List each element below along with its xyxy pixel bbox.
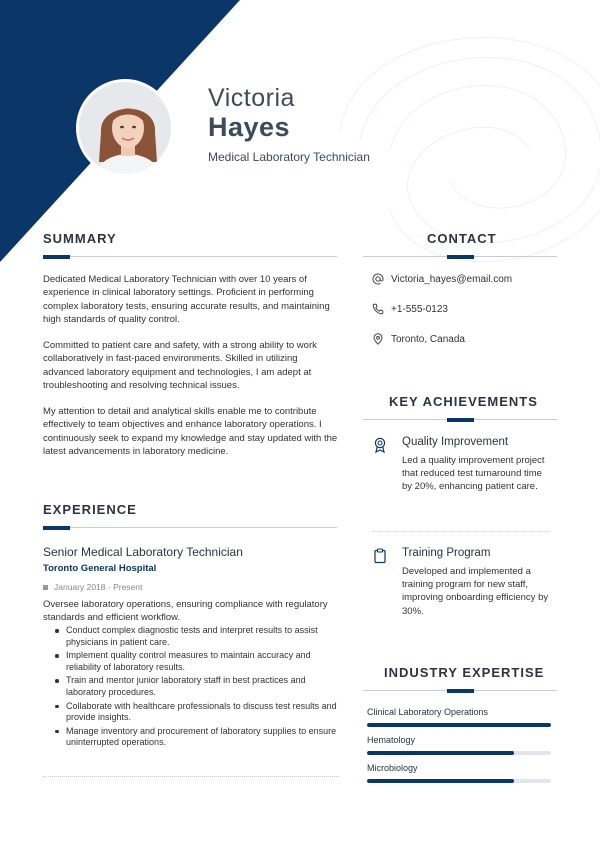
award-ribbon-icon — [373, 437, 387, 453]
skill-label: Hematology — [367, 735, 416, 745]
job-company: Toronto General Hospital — [43, 563, 157, 574]
profile-photo — [76, 79, 174, 177]
job-bullet: Manage inventory and procurement of laboratory supplies to ensure uninterrupted operations. — [54, 726, 340, 749]
contact-email[interactable] — [372, 273, 512, 285]
contact-heading: CONTACT — [427, 231, 497, 246]
at-sign-icon — [372, 273, 384, 285]
calendar-icon — [43, 585, 48, 590]
experience-divider — [43, 527, 337, 528]
skill-bar-fill — [367, 779, 514, 783]
summary-paragraph-2: Committed to patient care and safety, with a strong ability to work collaboratively in fast-paced environments. Skilled in utilizing advanced laboratory equipment and technologies, I am adept at troubleshooting and resolving technical issues. — [43, 340, 317, 392]
summary-divider — [43, 256, 337, 257]
contact-location — [372, 333, 465, 345]
contact-email-text: Victoria_hayes@email.com — [391, 273, 513, 285]
achievement-title: Quality Improvement — [402, 436, 509, 448]
summary-paragraph-3: My attention to detail and analytical skills enable me to contribute effectively to team objectives and enhance laboratory operations. I continuously seek to expand my knowledge and stay updated with the latest advancements in laboratory medicine. — [43, 406, 338, 458]
skill-bar — [367, 751, 551, 755]
skill-label: Clinical Laboratory Operations — [367, 707, 489, 717]
achievement-description: Developed and implemented a training program for new staff, improving onboarding efficiency by 30%. — [402, 566, 549, 617]
contact-phone[interactable] — [372, 303, 448, 315]
skill-bar — [367, 779, 551, 783]
contact-phone-text: +1-555-0123 — [391, 303, 448, 315]
avatar-icon — [79, 82, 174, 177]
summary-heading: SUMMARY — [43, 231, 117, 246]
job-description: Oversee laboratory operations, ensuring compliance with regulatory standards and efficient workflow. — [43, 599, 328, 623]
job-dates — [43, 582, 142, 592]
expertise-heading: INDUSTRY EXPERTISE — [384, 665, 545, 680]
skill-label: Microbiology — [367, 763, 418, 773]
job-bullet-list — [54, 625, 340, 751]
skill-bar-fill — [367, 723, 551, 727]
job-bullet: Collaborate with healthcare professionals to discuss test results and provide insights. — [54, 701, 340, 724]
achievement-title: Training Program — [402, 547, 491, 559]
job-title: Medical Laboratory Technician — [208, 150, 370, 164]
summary-accent-tab — [43, 255, 70, 259]
first-name: Victoria — [208, 84, 295, 112]
contact-accent-tab — [447, 255, 474, 259]
skill-bar — [367, 723, 551, 727]
phone-icon — [372, 303, 384, 315]
clipboard-icon — [373, 548, 387, 564]
skill-bar-fill — [367, 751, 514, 755]
achievement-description: Led a quality improvement project that reduced test turnaround time by 20%, enhancing patient care. — [402, 455, 545, 493]
last-name: Hayes — [208, 112, 291, 142]
contact-location-text: Toronto, Canada — [391, 333, 465, 345]
job-bullet: Conduct complex diagnostic tests and interpret results to assist physicians in patient care. — [54, 625, 340, 648]
experience-end-divider — [43, 776, 339, 777]
summary-paragraph-1: Dedicated Medical Laboratory Technician with over 10 years of experience in clinical laboratory settings. Proficient in performing complex laboratory tests, ensuring accurate results, and maintaining high standards of quality control. — [43, 274, 330, 326]
experience-accent-tab — [43, 526, 70, 530]
job-bullet: Implement quality control measures to maintain accuracy and reliability of laboratory results. — [54, 650, 340, 673]
achievements-heading: KEY ACHIEVEMENTS — [389, 394, 538, 409]
map-pin-icon — [372, 333, 384, 345]
experience-heading: EXPERIENCE — [43, 502, 137, 517]
achievement-separator — [373, 531, 549, 532]
expertise-accent-tab — [447, 689, 474, 693]
achievements-accent-tab — [447, 418, 474, 422]
job-bullet: Train and mentor junior laboratory staff in best practices and laboratory procedures. — [54, 675, 340, 698]
job-dates-text: January 2018 - Present — [54, 582, 143, 592]
job-role: Senior Medical Laboratory Technician — [43, 545, 243, 559]
